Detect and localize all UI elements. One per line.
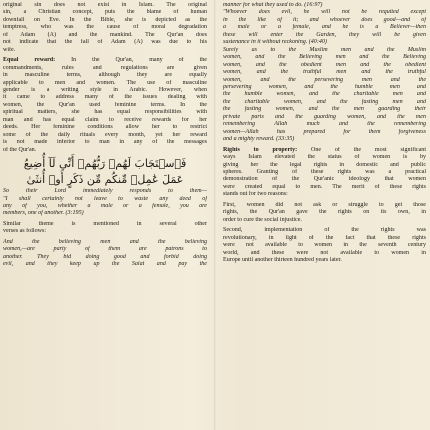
verse-line: the fasting women, and the men guarding their	[223, 106, 426, 113]
text-line: verses as follows:	[3, 228, 46, 235]
verse-line: evil, and they keep up the Salat and pay the	[3, 261, 207, 268]
text-line: spheres. Granting of these rights was a practical	[223, 168, 426, 175]
text-line: were not available to women in the seventh century	[223, 242, 426, 249]
text-line: revolutionary, in light of the fact that these rights	[223, 234, 426, 241]
section-heading-equal-reward	[3, 57, 207, 64]
text-line: some of the daily rituals every month, yet her reward	[3, 131, 207, 138]
text-line: temptress, who was the cause of moral degradation	[3, 24, 207, 31]
text-line: sin, a Christian concept, puts the blame of human	[3, 9, 207, 16]
text-line: original sin does not exist in Islam. The original	[3, 2, 207, 8]
text-line: deeds. Her feminine conditions allow her to restrict	[3, 124, 207, 131]
text-line: Second, implementation of the rights was	[223, 227, 426, 234]
verse-line: a male or a female, and he is a Believer—then	[223, 24, 426, 31]
section-lead: Equal reward:	[3, 57, 56, 64]
verse-line: another. They bid doing good and forbid doing	[3, 253, 207, 260]
text-line: demonstration of the Qur'anic ideology that women	[223, 176, 426, 183]
verse-line: women,—are party of them are patrons to	[3, 246, 207, 253]
verse-line: women, and the truthful men and the truthful	[223, 69, 426, 76]
text-line: ways Islam elevated the status of women is by	[223, 154, 426, 161]
text-line: wife.	[3, 46, 16, 53]
left-column	[3, 2, 207, 269]
text-line: world, and these were not available to women in	[223, 249, 426, 256]
arabic-verse-line-1: فَٱسۡتَجَابَ لَهُمۡ رَبُّهُمۡ أَنِّي لَآ أُضِيعُ	[23, 157, 187, 171]
verse-line: women, and the persevering men and the	[223, 76, 426, 83]
verse-line: "Whoever does evil, he will not be requited except	[223, 9, 426, 16]
text-line: man and has equal claim to receive rewards for her	[3, 116, 207, 123]
text-line: applicable to men and women. The use of masculine	[3, 79, 207, 86]
verse-line: women, and the obedient men and the obedient	[223, 61, 426, 68]
text-line: Europe until another thirteen hundred years later.	[223, 256, 342, 263]
verse-line: manner for what they used to do. (16:97)	[223, 2, 323, 8]
text-line: stands out for two reasons:	[223, 191, 288, 198]
text-line: women, the Qur'an used feminine terms. In the	[3, 101, 207, 108]
text-line: of the Qur'an.	[3, 146, 37, 153]
page-gutter	[214, 0, 216, 430]
text-fragment: One of the most significant	[297, 146, 426, 153]
verse-line: the humble women, and the charitable men and	[223, 91, 426, 98]
text-line: Similar theme is mentioned in several other	[3, 220, 207, 227]
verse-line: these will enter the Garden, they will be given	[223, 31, 426, 38]
translation-line: any of you, whether a male or a female, you are	[3, 202, 207, 209]
verse-line: sustenance in it without reckoning. (40:40)	[223, 39, 327, 46]
right-column	[223, 2, 426, 264]
text-fragment: In the Qur'an, many of the	[55, 57, 207, 64]
text-line: of Adam (A) and the mankind. The Qur'an does	[3, 31, 207, 38]
verse-line: persevering women, and the humble men and	[223, 83, 426, 90]
translation-line: So their Lord immediately responds to them—	[3, 188, 207, 195]
verse-line: women, and the Believing men and the Believing	[223, 54, 426, 61]
text-line: were created equal to men. The merit of these rights	[223, 183, 426, 190]
text-line: rights, the Qur'an gave the rights on its own, in	[223, 209, 426, 216]
text-line: in masculine terms, although they are equally	[3, 72, 207, 79]
verse-line: the charitable women, and the fasting men and	[223, 98, 426, 105]
text-line: downfall on Eve. In the Bible, she is depicted as the	[3, 16, 207, 23]
verse-line: Surely as to the Muslim men and the Muslim	[223, 46, 426, 53]
verse-line: in the like of it; and whoever does good—and of	[223, 16, 426, 23]
verse-line: women—Allah has prepared for them forgiveness	[223, 128, 426, 135]
text-line: it came to address many of the issues dealing with	[3, 94, 207, 101]
verse-line: And the believing men and the believing	[3, 238, 207, 245]
text-line: gender is a writing style in Arabic. However, when	[3, 86, 207, 93]
section-lead: Rights to property:	[223, 146, 298, 153]
section-heading-rights-to-property	[223, 147, 426, 154]
text-line: order to cure the social injustice.	[223, 216, 302, 223]
text-line: First, women did not ask or struggle to get those	[223, 201, 426, 208]
verse-line: private parts and the guarding women, and the men	[223, 113, 426, 120]
text-line: not indicate that the fall of Adam (A) was due to his	[3, 39, 207, 46]
verse-line: and a mighty reward. (33:35)	[223, 136, 295, 143]
verse-line: remembering Allah much and the remembering	[223, 121, 426, 128]
text-line: spiritual matters, she has equal responsibilities with	[3, 109, 207, 116]
text-line: is not made inferior to man in any of the messages	[3, 139, 207, 146]
text-line: commandments, rules and regulations are given	[3, 64, 207, 71]
text-line: giving her the legal rights in domestic and public	[223, 161, 426, 168]
translation-line: members, one of another. (3:195)	[3, 210, 84, 217]
translation-line: "I shall certainly not leave to waste any deed of	[3, 195, 207, 202]
arabic-verse-line-2: عَمَلَ عَٰمِلٖ مِّنكُم مِّن ذَكَرٍ أَوۡ أُنثَىٰ	[26, 173, 184, 187]
